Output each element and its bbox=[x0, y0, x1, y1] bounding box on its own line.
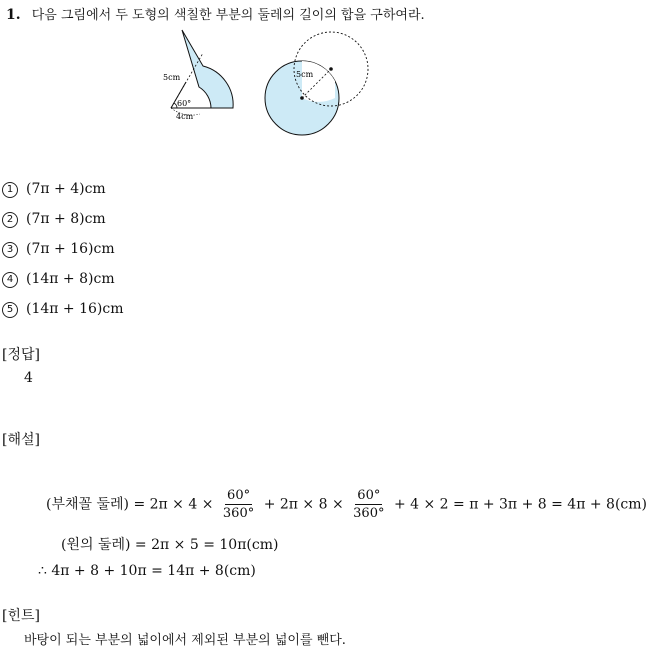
eq1-rhs: + 4 × 2 = π + 3π + 8 = 4π + 8(cm) bbox=[393, 496, 647, 513]
choice-text: (7π + 8)cm bbox=[26, 211, 106, 227]
choice-text: (7π + 4)cm bbox=[26, 181, 106, 197]
fraction-1-denominator: 360° bbox=[222, 506, 255, 521]
fraction-2 bbox=[351, 488, 386, 521]
choice-text: (14π + 16)cm bbox=[26, 301, 124, 317]
circle-radius-label: 5cm bbox=[296, 70, 314, 79]
eq1-lhs: (부채꼴 둘레) = 2π × 4 × bbox=[46, 496, 214, 513]
choice-marker: 5 bbox=[2, 302, 18, 318]
figure bbox=[160, 26, 375, 138]
choice-5[interactable] bbox=[2, 301, 124, 318]
fraction-1 bbox=[221, 488, 256, 521]
overlap-cutout bbox=[302, 61, 335, 102]
fraction-1-numerator: 60° bbox=[227, 488, 251, 503]
sector-radius-label: 5cm bbox=[163, 73, 181, 82]
eq1-mid: + 2π × 8 × bbox=[263, 496, 344, 513]
explanation-line-2: (원의 둘레) = 2π × 5 = 10π(cm) bbox=[61, 537, 279, 553]
sector-figure bbox=[163, 30, 233, 121]
question bbox=[6, 4, 425, 23]
center-point-a bbox=[300, 96, 304, 100]
circles-figure bbox=[265, 32, 368, 135]
center-point-b bbox=[329, 67, 333, 71]
question-text: 다음 그림에서 두 도형의 색칠한 부분의 둘레의 길이의 합을 구하여라. bbox=[31, 8, 425, 23]
choice-4[interactable] bbox=[2, 271, 115, 288]
explanation-line-1 bbox=[46, 488, 647, 521]
choice-marker: 2 bbox=[2, 212, 18, 228]
choice-marker: 4 bbox=[2, 272, 18, 288]
sector-angle-label: 60° bbox=[177, 99, 192, 108]
answer-value: 4 bbox=[24, 370, 33, 386]
sector-base-label: 4cm bbox=[176, 112, 194, 121]
choice-text: (7π + 16)cm bbox=[26, 241, 115, 257]
fraction-2-denominator: 360° bbox=[353, 506, 385, 521]
hint-label: [힌트] bbox=[2, 608, 40, 624]
explanation-line-3: ∴ 4π + 8 + 10π = 14π + 8(cm) bbox=[38, 563, 256, 579]
fraction-2-numerator: 60° bbox=[357, 488, 381, 503]
choice-marker: 1 bbox=[2, 182, 18, 198]
answer-label: [정답] bbox=[2, 347, 40, 363]
choice-3[interactable] bbox=[2, 241, 115, 258]
shaded-ring-sector bbox=[182, 30, 233, 108]
choice-marker: 3 bbox=[2, 242, 18, 258]
question-number: 1. bbox=[6, 7, 21, 23]
explanation-label: [해설] bbox=[2, 432, 40, 448]
choice-2[interactable] bbox=[2, 211, 106, 228]
hint-text: 바탕이 되는 부분의 넓이에서 제외된 부분의 넓이를 뺀다. bbox=[24, 633, 346, 648]
choice-text: (14π + 8)cm bbox=[26, 271, 115, 287]
choice-1[interactable] bbox=[2, 181, 106, 198]
